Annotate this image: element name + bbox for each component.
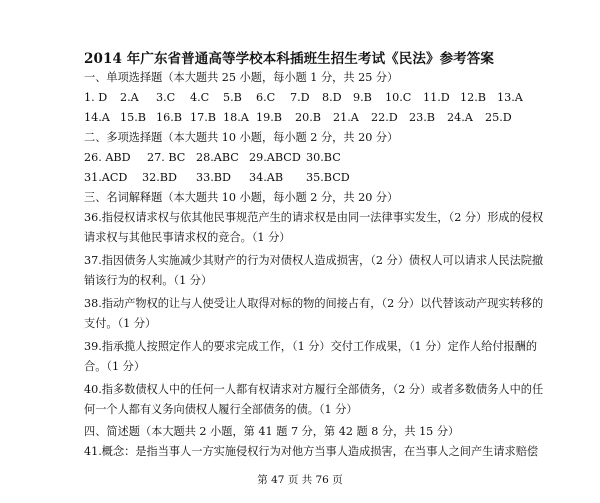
answer-item: 8.D: [322, 91, 342, 104]
section-3-heading: 三、名词解释题（本大题共 10 小题，每小题 2 分，共 20 分）: [84, 191, 399, 204]
answer-item: 6.C: [256, 91, 276, 104]
answer-item: 15.B: [120, 111, 147, 124]
section-2-heading: 二、多项选择题（本大题共 10 小题，每小题 2 分，共 20 分）: [84, 131, 399, 144]
answer-36-line-1: 36.指侵权请求权与依其他民事规范产生的请求权是由同一法律事实发生，（2 分）形成的侵权: [84, 211, 544, 224]
answer-item: 35.BCD: [306, 171, 350, 184]
answer-item: 12.B: [460, 91, 487, 104]
answers-row-26-30: [84, 150, 524, 166]
answer-item: 5.B: [223, 91, 242, 104]
answer-38-line-2: 支付。（1 分）: [84, 317, 157, 330]
answer-38-line-1: 38.指动产物权的让与人使受让人取得对标的物的间接占有，（2 分）以代替该动产现实转移的: [84, 297, 544, 310]
answer-item: 18.A: [223, 111, 249, 124]
answer-item: 7.D: [290, 91, 310, 104]
answer-item: 10.C: [385, 91, 412, 104]
answer-item: 16.B: [156, 111, 183, 124]
answer-item: 21.A: [333, 111, 359, 124]
section-4-heading: 四、简述题（本大题共 2 小题，第 41 题 7 分，第 42 题 8 分，共 15 分）: [84, 425, 460, 438]
answer-item: 26. ABD: [84, 151, 131, 164]
answer-item: 14.A: [84, 111, 110, 124]
answer-item: 28.ABC: [196, 151, 239, 164]
answer-item: 23.B: [409, 111, 436, 124]
answer-item: 32.BD: [142, 171, 177, 184]
answer-item: 17.B: [190, 111, 217, 124]
answer-item: 25.D: [485, 111, 512, 124]
answer-item: 34.AB: [249, 171, 284, 184]
answers-row-14-25: [84, 110, 524, 126]
answer-item: 20.B: [295, 111, 322, 124]
section-1-heading: 一、单项选择题（本大题共 25 小题，每小题 1 分，共 25 分）: [84, 71, 399, 84]
answer-40-line-2: 何一个人都有义务向债权人履行全部债务的债。（1 分）: [84, 403, 358, 416]
answer-item: 13.A: [497, 91, 523, 104]
answer-item: 33.BD: [196, 171, 231, 184]
answer-item: 11.D: [423, 91, 450, 104]
answer-41-line-1: 41.概念：是指当事人一方实施侵权行为对他方当事人造成损害，在当事人之间产生请求赔偿: [84, 445, 539, 458]
answer-40-line-1: 40.指多数债权人中的任何一人都有权请求对方履行全部债务，（2 分）或者多数债务人中的任: [84, 383, 544, 396]
answer-37-line-2: 销该行为的权利。（1 分）: [84, 274, 213, 287]
answer-36-line-2: 请求权与其他民事请求权的竞合。（1 分）: [84, 231, 291, 244]
answer-item: 27. BC: [147, 151, 186, 164]
page-number: 第 47 页 共 76 页: [257, 474, 343, 486]
answer-item: 30.BC: [306, 151, 341, 164]
answer-item: 3.C: [156, 91, 176, 104]
answer-item: 19.B: [256, 111, 283, 124]
answer-37-line-1: 37.指因债务人实施减少其财产的行为对债权人造成损害，（2 分）债权人可以请求人民法院撤: [84, 254, 544, 267]
answer-item: 4.C: [190, 91, 210, 104]
answers-row-1-13: [84, 90, 524, 106]
answer-item: 9.B: [353, 91, 372, 104]
answer-39-line-2: 合。（1 分）: [84, 360, 146, 373]
document-title: 2014 年广东省普通高等学校本科插班生招生考试《民法》参考答案: [84, 51, 494, 67]
answer-item: 29.ABCD: [249, 151, 301, 164]
answer-item: 24.A: [447, 111, 473, 124]
answer-39-line-1: 39.指承揽人按照定作人的要求完成工作，（1 分）交付工作成果，（1 分）定作人给付报酬的: [84, 340, 538, 353]
answer-item: 1. D: [84, 91, 108, 104]
answer-item: 2.A: [120, 91, 139, 104]
answers-row-31-35: [84, 170, 524, 186]
answer-item: 31.ACD: [84, 171, 128, 184]
answer-item: 22.D: [371, 111, 398, 124]
